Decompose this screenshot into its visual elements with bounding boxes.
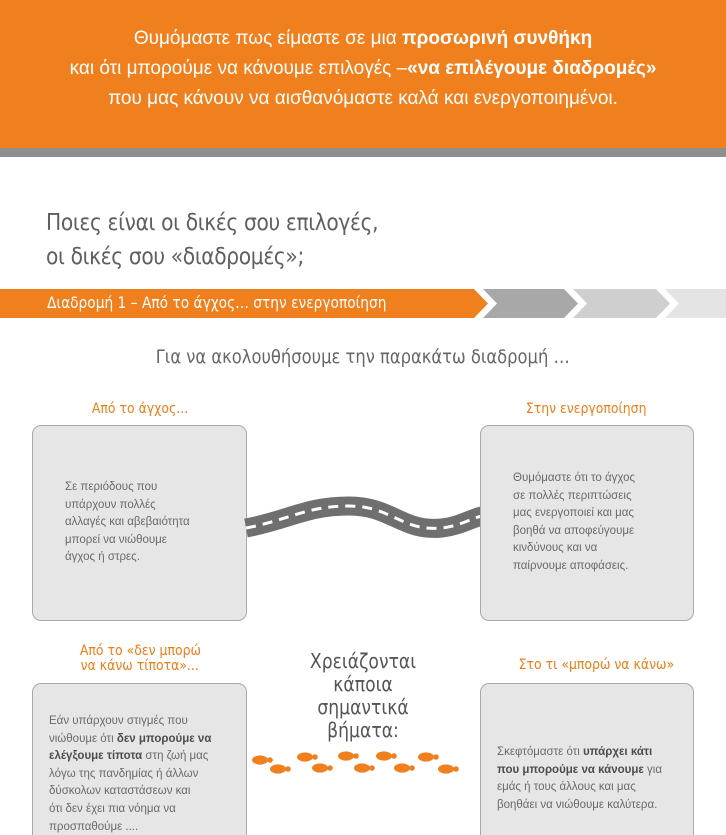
card-anxiety bbox=[32, 425, 247, 621]
card-cant-do bbox=[32, 683, 247, 835]
banner-emphasis: «να επιλέγουμε διαδρομές» bbox=[407, 58, 657, 79]
card-can-do-text: Σκεφτόμαστε ότι υπάρχει κάτι που μπορούμε να κάνουμε για εμάς ή τους άλλους και μας βοηθάει να νιώθουμε καλύτερα. bbox=[497, 746, 662, 811]
intro-text: Για να ακολουθήσουμε την παρακάτω διαδρομή … bbox=[155, 346, 571, 368]
heading-line-2: οι δικές σου «διαδρομές»; bbox=[46, 242, 304, 270]
card-cant-do-text: Εάν υπάρχουν στιγμές που νιώθουμε ότι δεν μπορούμε να ελέγξουμε τίποτα στη ζωή μας λόγω της πανδημίας ή άλλων δύσκολων καταστάσεων και ότι δεν έχει πια νόημα να προσπαθούμε .... bbox=[49, 715, 212, 833]
route-label: Διαδρομή 1 – Από το άγχος… στην ενεργοποίηση bbox=[47, 293, 387, 312]
top-banner bbox=[0, 0, 726, 148]
card-title-cant-do: Από το «δεν μπορώ να κάνω τίποτα»... bbox=[79, 643, 201, 674]
banner-line-3: που μας κάνουν να αισθανόμαστε καλά και ενεργοποιημένοι. bbox=[108, 88, 618, 109]
card-title-can-do: Στο τι «μπορώ να κάνω» bbox=[518, 657, 674, 673]
card-activation bbox=[480, 425, 694, 621]
banner-emphasis: προσωρινή συνθήκη bbox=[402, 28, 593, 49]
banner-line-1: Θυμόμαστε πως είμαστε σε μια προσωρινή συνθήκη bbox=[133, 28, 593, 49]
winding-road-icon bbox=[244, 492, 484, 548]
banner-divider bbox=[0, 148, 726, 157]
card-title-activation: Στην ενεργοποίηση bbox=[525, 401, 647, 417]
footprints-icon bbox=[250, 748, 472, 780]
route-bar bbox=[0, 289, 726, 318]
card-can-do bbox=[480, 683, 694, 835]
banner-line-2: και ότι μπορούμε να κάνουμε επιλογές –«να επιλέγουμε διαδρομές» bbox=[69, 58, 657, 79]
page-heading bbox=[46, 205, 378, 273]
heading-line-1: Ποιες είναι οι δικές σου επιλογές, bbox=[46, 208, 379, 236]
steps-title: Χρειάζονται κάποια σημαντικά βήματα: bbox=[309, 649, 417, 742]
card-activation-text: Θυμόμαστε ότι το άγχος σε πολλές περιπτώσεις μας ενεργοποιεί και μας βοηθά να αποφεύγουμε κινδύνους και να παίρνουμε αποφάσεις. bbox=[513, 472, 636, 572]
card-anxiety-text: Σε περιόδους που υπάρχουν πολλές αλλαγές και αβεβαιότητα μπορεί να νιώθουμε άγχος ή στρες. bbox=[65, 481, 190, 564]
card-title-anxiety: Από το άγχος... bbox=[91, 401, 189, 417]
banner-text bbox=[0, 24, 726, 114]
